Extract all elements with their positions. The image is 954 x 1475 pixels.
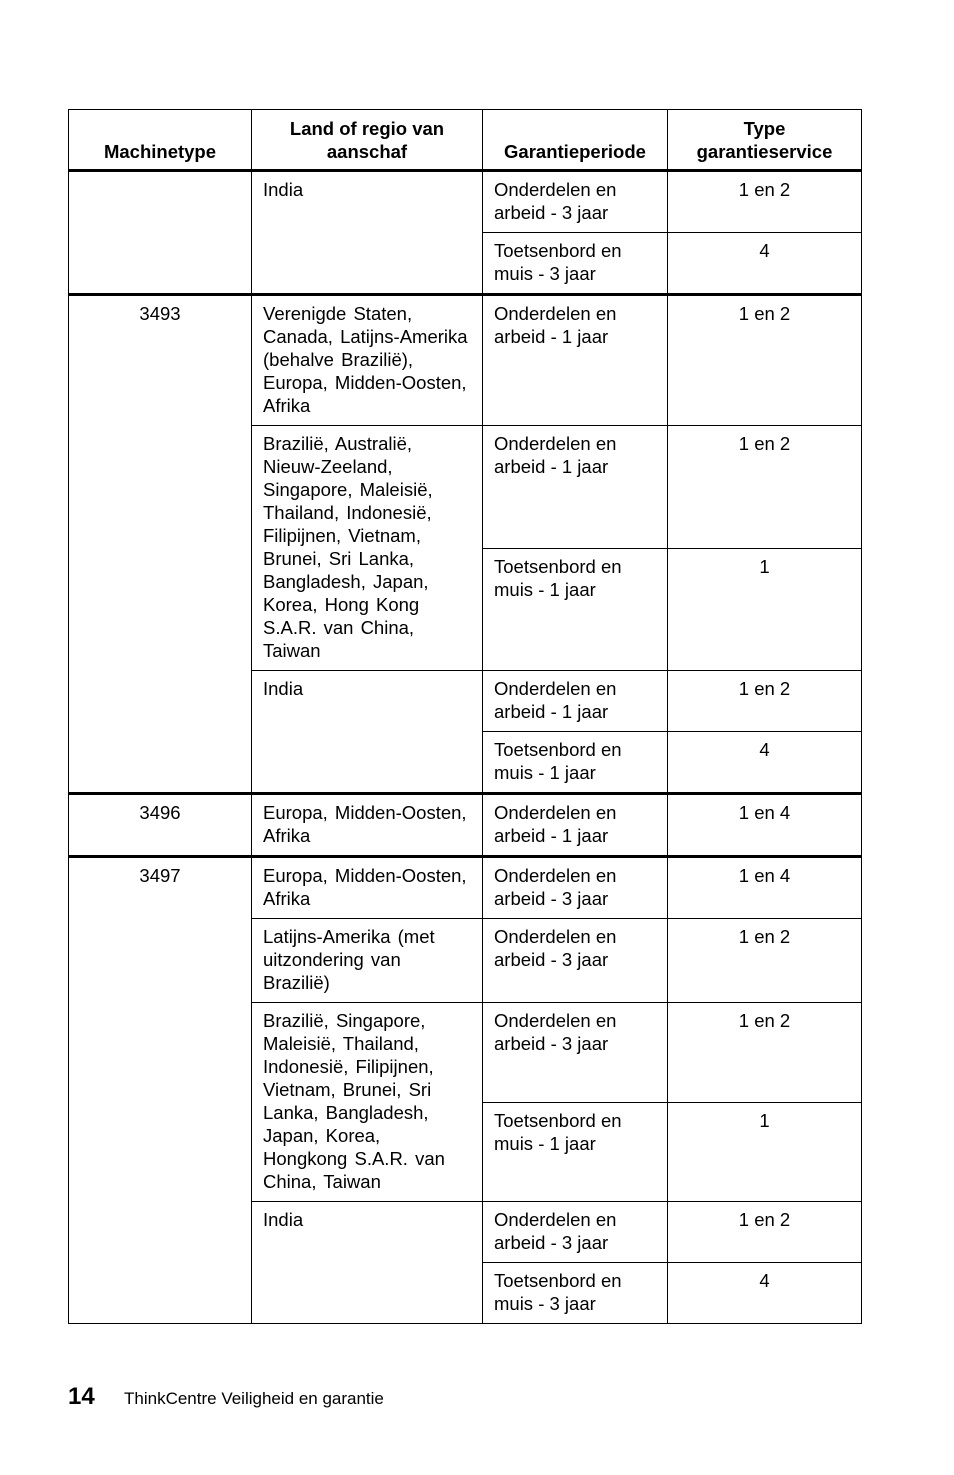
page-footer (68, 1383, 384, 1411)
service-cell: 1 en 2 (668, 1202, 862, 1263)
table-row (69, 794, 862, 857)
service-cell: 1 en 2 (668, 171, 862, 233)
region-cell: India (252, 171, 483, 295)
header-garantieperiode: Garantieperiode (483, 110, 668, 171)
period-cell: Onderdelen en arbeid - 1 jaar (483, 794, 668, 857)
service-cell: 1 en 4 (668, 794, 862, 857)
service-cell: 1 en 2 (668, 426, 862, 549)
period-cell: Toetsenbord en muis - 1 jaar (483, 1102, 668, 1202)
machinetype-cell: 3493 (69, 295, 252, 794)
machinetype-cell: 3497 (69, 857, 252, 1324)
period-cell: Toetsenbord en muis - 3 jaar (483, 1263, 668, 1324)
region-cell: Brazilië, Australië, Nieuw-Zeeland, Singapore, Maleisië, Thailand, Indonesië, Filipijnen, Vietnam, Brunei, Sri Lanka, Bangladesh, Japan, Korea, Hong Kong S.A.R. van China, Taiwan (252, 426, 483, 671)
table-row (69, 857, 862, 919)
table-header-row (69, 110, 862, 171)
service-cell: 1 en 2 (668, 919, 862, 1003)
period-cell: Toetsenbord en muis - 1 jaar (483, 548, 668, 671)
document-title: ThinkCentre Veiligheid en garantie (124, 1389, 384, 1408)
period-cell: Toetsenbord en muis - 3 jaar (483, 233, 668, 295)
period-cell: Onderdelen en arbeid - 3 jaar (483, 919, 668, 1003)
warranty-table (68, 109, 862, 1324)
service-cell: 1 (668, 548, 862, 671)
machinetype-cell (69, 171, 252, 295)
header-machinetype: Machinetype (69, 110, 252, 171)
service-cell: 1 en 2 (668, 1003, 862, 1103)
service-cell: 1 en 2 (668, 671, 862, 732)
service-cell: 4 (668, 732, 862, 794)
table-row (69, 171, 862, 233)
service-cell: 4 (668, 233, 862, 295)
period-cell: Onderdelen en arbeid - 1 jaar (483, 426, 668, 549)
period-cell: Onderdelen en arbeid - 3 jaar (483, 1202, 668, 1263)
service-cell: 4 (668, 1263, 862, 1324)
region-cell: Europa, Midden-Oosten, Afrika (252, 857, 483, 919)
service-cell: 1 en 2 (668, 295, 862, 426)
region-cell: Verenigde Staten, Canada, Latijns-Amerika (behalve Brazilië), Europa, Midden-Oosten, Afrika (252, 295, 483, 426)
period-cell: Onderdelen en arbeid - 1 jaar (483, 671, 668, 732)
period-cell: Onderdelen en arbeid - 1 jaar (483, 295, 668, 426)
region-cell: India (252, 1202, 483, 1324)
service-cell: 1 en 4 (668, 857, 862, 919)
region-cell: Brazilië, Singapore, Maleisië, Thailand, Indonesië, Filipijnen, Vietnam, Brunei, Sri Lanka, Bangladesh, Japan, Korea, Hongkong S.A.R. van China, Taiwan (252, 1003, 483, 1202)
period-cell: Onderdelen en arbeid - 3 jaar (483, 171, 668, 233)
page-number: 14 (68, 1383, 95, 1410)
service-cell: 1 (668, 1102, 862, 1202)
period-cell: Onderdelen en arbeid - 3 jaar (483, 857, 668, 919)
header-land: Land of regio van aanschaf (252, 110, 483, 171)
region-cell: Latijns-Amerika (met uitzondering van Brazilië) (252, 919, 483, 1003)
region-cell: India (252, 671, 483, 794)
machinetype-cell: 3496 (69, 794, 252, 857)
region-cell: Europa, Midden-Oosten, Afrika (252, 794, 483, 857)
period-cell: Onderdelen en arbeid - 3 jaar (483, 1003, 668, 1103)
table-row (69, 295, 862, 426)
header-type-garantieservice: Type garantieservice (668, 110, 862, 171)
period-cell: Toetsenbord en muis - 1 jaar (483, 732, 668, 794)
